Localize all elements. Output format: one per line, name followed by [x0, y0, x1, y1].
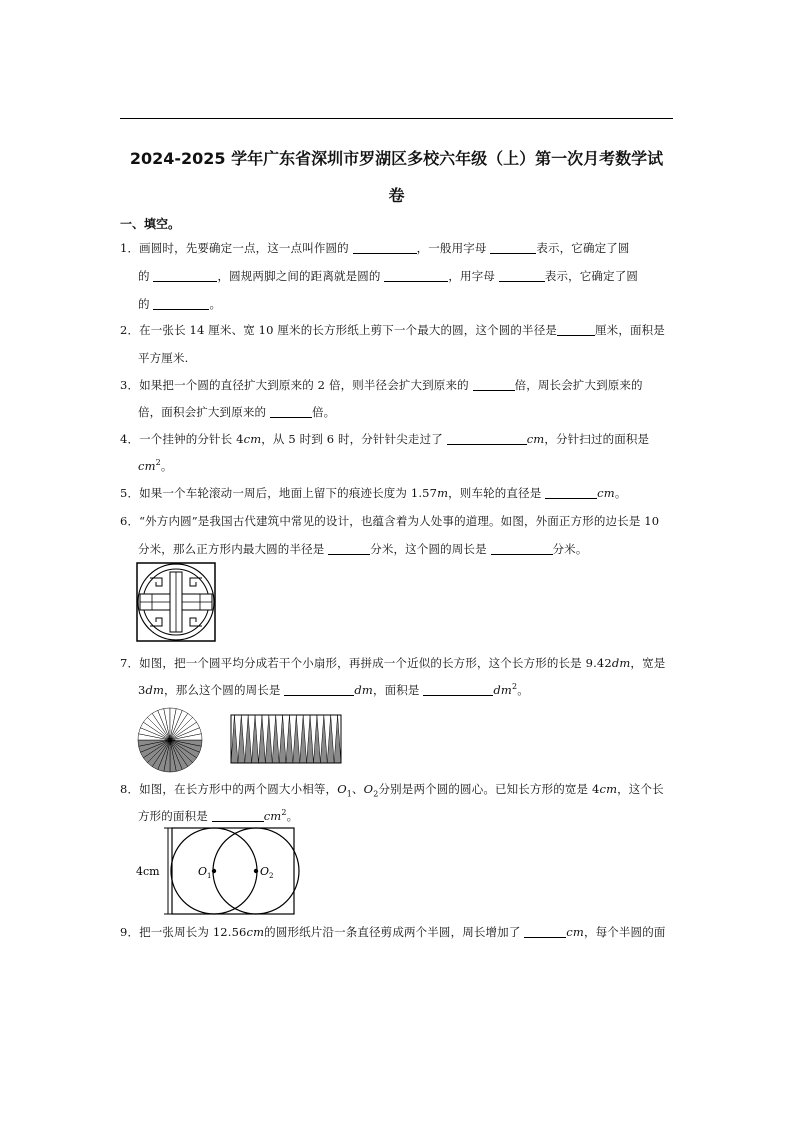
question-4-line-1: 4．一个挂钟的分针长 4cm，从 5 时到 6 时，分针针尖走过了 cm，分针扫过的面积是	[120, 432, 650, 446]
question-9-line-1: 9．把一张周长为 12.56cm的圆形纸片沿一条直径剪成两个半圆，周长增加了 cm，每个半圆的面	[120, 925, 666, 939]
answer-blank[interactable]	[447, 432, 527, 445]
question-6-line-1: 6．“外方内圆”是我国古代建筑中常见的设计，也蕴含着为人处事的道理。如图，外面正方形的边长是 10	[120, 514, 660, 528]
sector	[327, 715, 334, 763]
sector	[238, 715, 245, 763]
center-o2-label: $O_2$	[260, 865, 274, 880]
question-1-line-1: 1．画圆时，先要确定一点，这一点叫作圆的 ，一般用字母 表示，它确定了圆	[120, 241, 630, 255]
center-o1-label: $O_1$	[198, 865, 212, 880]
sector	[265, 715, 272, 763]
sector	[300, 715, 307, 763]
answer-blank[interactable]	[284, 683, 354, 696]
question-number: 9．	[120, 925, 140, 939]
question-8-line-1: 8．如图，在长方形中的两个圆大小相等，$O_1$、$O_2$分别是两个圆的圆心。已知长方形的宽是 4cm，这个长	[120, 782, 664, 799]
answer-blank[interactable]	[423, 683, 493, 696]
question-5-line-1: 5．如果一个车轮滚动一周后，地面上留下的痕迹长度为 1.57m，则车轮的直径是 cm。	[120, 486, 627, 500]
answer-blank[interactable]	[499, 269, 545, 282]
answer-blank[interactable]	[384, 269, 448, 282]
answer-blank[interactable]	[545, 486, 597, 499]
answer-blank[interactable]	[270, 405, 312, 418]
question-7-line-2: 3dm，那么这个圆的周长是 dm，面积是 $dm^2$。	[138, 682, 529, 697]
question-number: 7．	[120, 656, 140, 670]
question-6-line-2: 分米，那么正方形内最大圆的半径是 分米，这个圆的周长是 分米。	[138, 542, 588, 556]
answer-blank[interactable]	[491, 542, 553, 555]
header-rule	[120, 118, 673, 119]
question-number: 8．	[120, 782, 140, 796]
sector	[307, 715, 314, 763]
sector-rectangle-figure	[230, 714, 342, 764]
answer-blank[interactable]	[524, 925, 566, 938]
answer-blank[interactable]	[353, 241, 417, 254]
question-1-line-2: 的 ，圆规两脚之间的距离就是圆的 ，用字母 表示，它确定了圆	[138, 269, 639, 283]
question-3-line-1: 3．如果把一个圆的直径扩大到原来的 2 倍，则半径会扩大到原来的 倍，周长会扩大到原来的	[120, 378, 643, 392]
sector	[245, 715, 252, 763]
question-2-line-1: 2．在一张长 14 厘米、宽 10 厘米的长方形纸上剪下一个最大的圆，这个圆的半径是 厘米，面积是	[120, 323, 665, 337]
question-2-line-2: 平方厘米.	[138, 351, 189, 365]
question-number: 6．	[120, 514, 140, 528]
question-number: 5．	[120, 486, 140, 500]
answer-blank[interactable]	[328, 542, 370, 555]
question-number: 1．	[120, 241, 140, 255]
sector	[320, 715, 327, 763]
page-title-continued: 卷	[388, 186, 405, 205]
question-1-line-3: 的 。	[138, 297, 222, 311]
answer-blank[interactable]	[490, 241, 536, 254]
sector	[314, 715, 321, 763]
question-8-line-2: 方形的面积是 $cm^2$。	[138, 808, 299, 823]
sector	[252, 715, 259, 763]
sector	[272, 715, 279, 763]
sector-circle-figure	[136, 706, 204, 774]
question-7-line-1: 7．如图，把一个圆平均分成若干个小扇形，再拼成一个近似的长方形，这个长方形的长是 9.42dm，宽是	[120, 656, 666, 670]
sector	[334, 715, 341, 763]
answer-blank[interactable]	[473, 378, 515, 391]
width-label: 4cm	[136, 865, 160, 878]
question-4-line-2: $cm^2$。	[138, 458, 173, 473]
section-heading: 一、填空。	[120, 217, 181, 231]
square-circle-figure	[136, 562, 216, 642]
answer-blank[interactable]	[153, 297, 209, 310]
question-number: 3．	[120, 378, 140, 392]
question-number: 2．	[120, 323, 140, 337]
answer-blank[interactable]	[212, 809, 264, 822]
two-circles-figure	[134, 826, 299, 916]
sector	[293, 715, 300, 763]
answer-blank[interactable]	[153, 269, 217, 282]
question-3-line-2: 倍，面积会扩大到原来的 倍。	[138, 405, 336, 419]
sector	[286, 715, 293, 763]
sector	[231, 715, 238, 763]
sector	[279, 715, 286, 763]
sector	[259, 715, 266, 763]
answer-blank[interactable]	[557, 323, 595, 336]
question-number: 4．	[120, 432, 140, 446]
page-title: 2024-2025 学年广东省深圳市罗湖区多校六年级（上）第一次月考数学试	[129, 149, 664, 168]
